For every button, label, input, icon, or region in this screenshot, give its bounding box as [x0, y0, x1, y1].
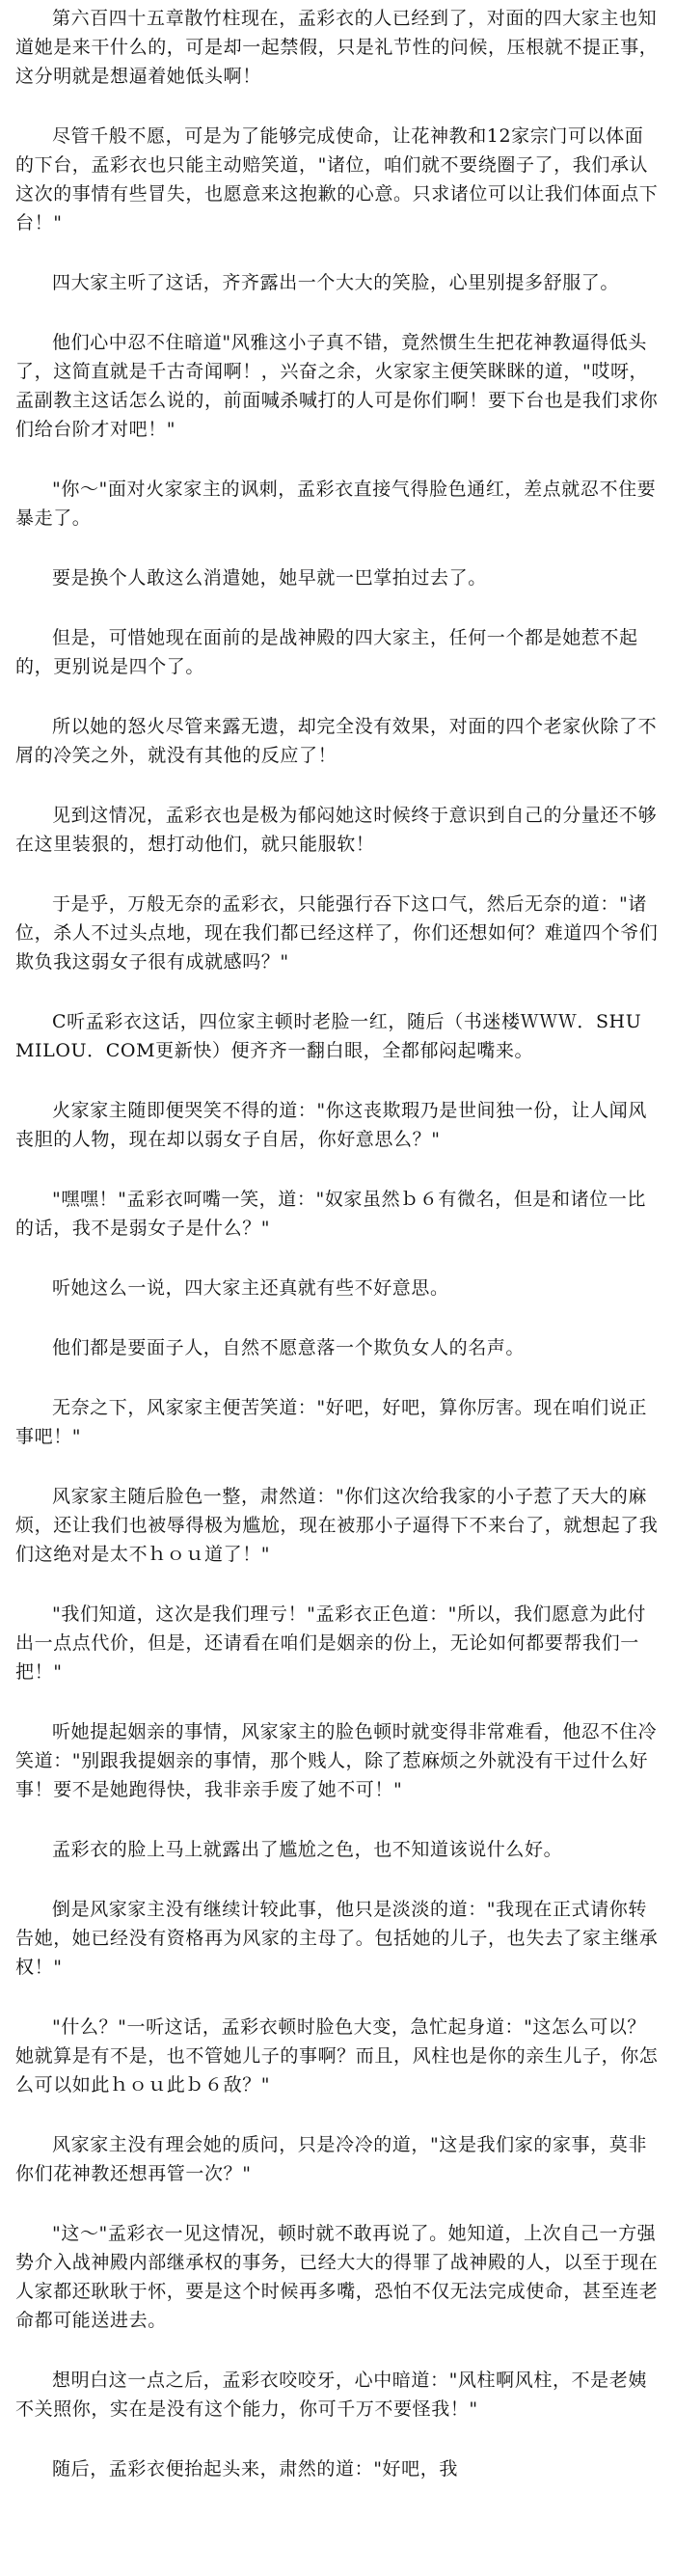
- paragraph-24: "这～"孟彩衣一见这情况，顿时就不敢再说了。她知道，上次自己一方强势介入战神殿内部继承权的事务，已经大大的得罪了战神殿的人，以至于现在人家都还耿耿于怀，要是这个时候再多嘴，恐怕不仅无法完成使命，甚至连老命都可能送进去。: [15, 2223, 659, 2331]
- paragraph-13: "嘿嘿！"孟彩衣呵嘴一笑，道："奴家虽然ｂ６有微名，但是和诸位一比的话，我不是弱女子是什么？": [15, 1189, 647, 1239]
- paragraph-17: 风家家主随后脸色一整，肃然道："你们这次给我家的小子惹了天大的麻烦，还让我们也被辱得极为尴尬，现在被那小子逼得下不来台了，就想起了我们这绝对是太不ｈｏｕ道了！": [15, 1486, 659, 1565]
- paragraph-20: 孟彩衣的脸上马上就露出了尴尬之色，也不知道该说什么好。: [52, 1839, 563, 1860]
- paragraph-2: 尽管千般不愿，可是为了能够完成使命，让花神教和12家宗门可以体面的下台，孟彩衣也只能主动赔笑道，"诸位，咱们就不要绕圈子了，我们承认这次的事情有些冒失，也愿意来这抱歉的心意。只求诸位可以让我们体面点下台！": [15, 125, 659, 233]
- paragraph-10: 于是乎，万般无奈的孟彩衣，只能强行吞下这口气，然后无奈的道："诸位，杀人不过头点地，现在我们都已经这样了，你们还想如何？难道四个爷们欺负我这弱女子很有成就感吗？": [15, 893, 659, 973]
- paragraph-25: 想明白这一点之后，孟彩衣咬咬牙，心中暗道："风柱啊风柱，不是老姨不关照你，实在是没有这个能力，你可千万不要怪我！": [15, 2370, 647, 2420]
- paragraph-18: "我们知道，这次是我们理亏！"孟彩衣正色道："所以，我们愿意为此付出一点点代价，但是，还请看在咱们是姻亲的份上，无论如何都要帮我们一把！": [15, 1603, 647, 1683]
- paragraph-5: "你～"面对火家家主的讽刺，孟彩衣直接气得脸色通红，差点就忍不住要暴走了。: [15, 479, 657, 529]
- paragraph-14: 听她这么一说，四大家主还真就有些不好意思。: [52, 1277, 449, 1299]
- paragraph-22: "什么？"一听这话，孟彩衣顿时脸色大变，急忙起身道："这怎么可以？她就算是有不是，也不管她儿子的事啊？而且，风柱也是你的亲生儿子，你怎么可以如此ｈｏｕ此ｂ６敌？": [15, 2016, 659, 2096]
- paragraph-8: 所以她的怒火尽管来露无遗，却完全没有效果，对面的四个老家伙除了不屑的冷笑之外，就没有其他的反应了！: [15, 716, 658, 766]
- paragraph-23: 风家家主没有理会她的质问，只是冷冷的道，"这是我们家的家事，莫非你们花神教还想再管一次？": [15, 2134, 647, 2184]
- paragraph-26: 随后，孟彩衣便抬起头来，肃然的道："好吧，我: [52, 2458, 458, 2480]
- paragraph-6: 要是换个人敢这么消遣她，她早就一巴掌拍过去了。: [52, 567, 487, 589]
- paragraph-4: 他们心中忍不住暗道"风雅这小子真不错，竟然惯生生把花神教逼得低头了，这简直就是千古奇闻啊！，兴奋之余，火家家主便笑眯眯的道，"哎呀，孟副教主这话怎么说的，前面喊杀喊打的人可是你们啊！要下台也是我们求你们给台阶才对吧！": [15, 332, 659, 440]
- paragraph-11: C听孟彩衣这话，四位家主顿时老脸一红，随后（书迷楼ＷＷＷ．SHUMILOU．COM更新快）便齐齐一翻白眼，全都郁闷起嘴来。: [15, 1011, 642, 1061]
- paragraph-7: 但是，可惜她现在面前的是战神殿的四大家主，任何一个都是她惹不起的，更别说是四个了。: [15, 627, 638, 677]
- paragraph-15: 他们都是要面子人，自然不愿意落一个欺负女人的名声。: [52, 1337, 526, 1358]
- paragraph-1: 第六百四十五章散竹柱现在，孟彩衣的人已经到了，对面的四大家主也知道她是来干什么的，可是却一起禁假，只是礼节性的问候，压根就不提正事，这分明就是想逼着她低头啊！: [15, 8, 659, 87]
- paragraph-16: 无奈之下，风家家主便苦笑道："好吧，好吧，算你厉害。现在咱们说正事吧！": [15, 1397, 647, 1447]
- paragraph-12: 火家家主随即便哭笑不得的道："你这丧欺瑕乃是世间独一份，让人闻风丧胆的人物，现在却以弱女子自居，你好意思么？": [15, 1100, 647, 1150]
- paragraph-9: 见到这情况，孟彩衣也是极为郁闷她这时候终于意识到自己的分量还不够在这里装狠的，想打动他们，就只能服软！: [15, 805, 658, 855]
- paragraph-19: 听她提起姻亲的事情，风家家主的脸色顿时就变得非常难看，他忍不住冷笑道："别跟我提姻亲的事情，那个贱人，除了惹麻烦之外就没有干过什么好事！要不是她跑得快，我非亲手废了她不可！": [15, 1721, 658, 1800]
- paragraph-3: 四大家主听了这话，齐齐露出一个大大的笑脸，心里别提多舒服了。: [52, 272, 620, 293]
- paragraph-21: 倒是风家家主没有继续计较此事，他只是淡淡的道："我现在正式请你转告她，她已经没有资格再为风家的主母了。包括她的儿子，也失去了家主继承权！": [15, 1899, 659, 1978]
